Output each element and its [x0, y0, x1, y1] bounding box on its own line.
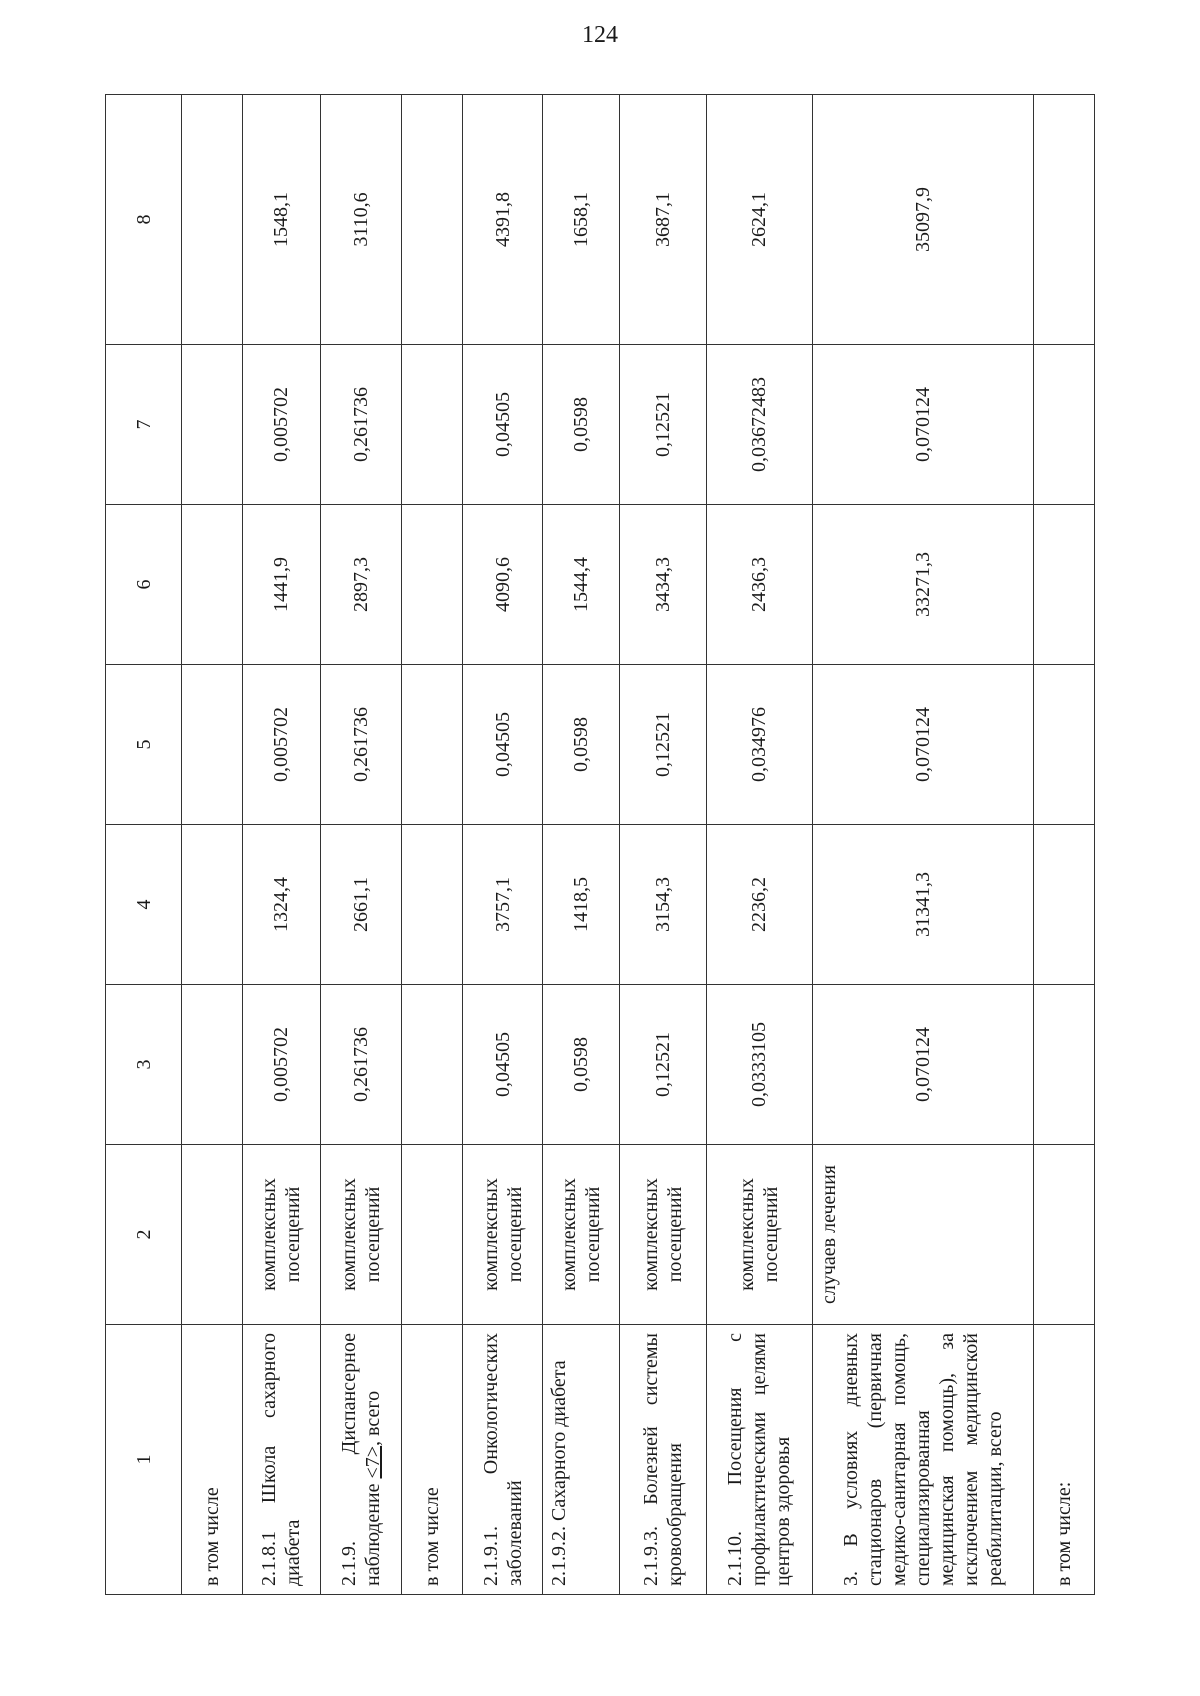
column-header: 7: [106, 345, 182, 505]
cell-value: [182, 985, 243, 1145]
row-unit: [1034, 1145, 1095, 1325]
cell-value: 1441,9: [243, 505, 320, 665]
cell-value: 0,12521: [620, 985, 706, 1145]
tariff-table: [105, 94, 1095, 1595]
column-header: 2: [106, 1145, 182, 1325]
cell-value: 1548,1: [243, 95, 320, 345]
cell-value: 2897,3: [320, 505, 402, 665]
cell-value: [1034, 825, 1095, 985]
column-header: 4: [106, 825, 182, 985]
cell-value: 0,12521: [620, 665, 706, 825]
row-name: 2.1.9.3. Болезней системы кровообращения: [620, 1325, 706, 1595]
cell-value: 0,070124: [812, 345, 1033, 505]
table-row: [812, 95, 1033, 1595]
cell-value: 1324,4: [243, 825, 320, 985]
cell-value: [1034, 985, 1095, 1145]
cell-value: [402, 985, 463, 1145]
row-unit: комплексных посещений: [463, 1145, 543, 1325]
cell-value: 1418,5: [542, 825, 619, 985]
cell-value: [1034, 345, 1095, 505]
row-unit: комплексных посещений: [706, 1145, 812, 1325]
cell-value: 0,005702: [243, 985, 320, 1145]
cell-value: 0,12521: [620, 345, 706, 505]
cell-value: 0,0598: [542, 985, 619, 1145]
cell-value: 31341,3: [812, 825, 1033, 985]
cell-value: 3110,6: [320, 95, 402, 345]
row-unit: комплексных посещений: [542, 1145, 619, 1325]
cell-value: [1034, 505, 1095, 665]
cell-value: 0,04505: [463, 985, 543, 1145]
cell-value: 0,261736: [320, 665, 402, 825]
row-name: 2.1.9.2. Сахарного диабета: [542, 1325, 619, 1595]
cell-value: [402, 825, 463, 985]
column-header: 1: [106, 1325, 182, 1595]
cell-value: [182, 505, 243, 665]
cell-value: [402, 345, 463, 505]
cell-value: 0,04505: [463, 665, 543, 825]
cell-value: [402, 505, 463, 665]
cell-value: 2624,1: [706, 95, 812, 345]
cell-value: 0,0598: [542, 345, 619, 505]
cell-value: 1658,1: [542, 95, 619, 345]
cell-value: 4391,8: [463, 95, 543, 345]
table-row: [1034, 95, 1095, 1595]
column-header: 6: [106, 505, 182, 665]
cell-value: [402, 95, 463, 345]
cell-value: 0,005702: [243, 345, 320, 505]
cell-value: 0,005702: [243, 665, 320, 825]
table-row: [620, 95, 706, 1595]
row-name: 2.1.9.1. Онкологических заболеваний: [463, 1325, 543, 1595]
cell-value: [182, 825, 243, 985]
cell-value: 2436,3: [706, 505, 812, 665]
table-row: [320, 95, 402, 1595]
cell-value: 0,0333105: [706, 985, 812, 1145]
cell-value: 33271,3: [812, 505, 1033, 665]
header-row: [106, 95, 182, 1595]
row-unit: [182, 1145, 243, 1325]
cell-value: 2661,1: [320, 825, 402, 985]
row-name: 2.1.8.1 Школа сахарного диабета: [243, 1325, 320, 1595]
cell-value: 0,261736: [320, 345, 402, 505]
cell-value: [182, 665, 243, 825]
cell-value: 0,070124: [812, 665, 1033, 825]
cell-value: 0,04505: [463, 345, 543, 505]
cell-value: 3434,3: [620, 505, 706, 665]
page-number: 124: [582, 22, 618, 48]
cell-value: [1034, 95, 1095, 345]
table-row: [182, 95, 243, 1595]
cell-value: 1544,4: [542, 505, 619, 665]
table-row: [463, 95, 543, 1595]
cell-value: 0,03672483: [706, 345, 812, 505]
row-unit: комплексных посещений: [243, 1145, 320, 1325]
column-header: 3: [106, 985, 182, 1145]
table-row: [706, 95, 812, 1595]
row-name: в том числе: [182, 1325, 243, 1595]
cell-value: [182, 345, 243, 505]
cell-value: 0,261736: [320, 985, 402, 1145]
cell-value: [402, 665, 463, 825]
cell-value: 2236,2: [706, 825, 812, 985]
table-row: [542, 95, 619, 1595]
cell-value: 4090,6: [463, 505, 543, 665]
row-name: 2.1.10. Посещения с профилактическими целями центров здоровья: [706, 1325, 812, 1595]
table-row: [243, 95, 320, 1595]
row-unit: случаев лечения: [812, 1145, 1033, 1325]
row-name: 3. В условиях дневных стационаров (первичная медико-санитарная помощь, специализированная медицинская помощь), за исключением медицинской реабилитации, всего: [812, 1325, 1033, 1595]
cell-value: 0,0598: [542, 665, 619, 825]
cell-value: 3154,3: [620, 825, 706, 985]
table-container: [105, 95, 1095, 1595]
table-row: [402, 95, 463, 1595]
row-unit: [402, 1145, 463, 1325]
row-unit: комплексных посещений: [320, 1145, 402, 1325]
cell-value: 3687,1: [620, 95, 706, 345]
row-unit: комплексных посещений: [620, 1145, 706, 1325]
cell-value: 0,070124: [812, 985, 1033, 1145]
cell-value: 3757,1: [463, 825, 543, 985]
cell-value: 35097,9: [812, 95, 1033, 345]
cell-value: [1034, 665, 1095, 825]
row-name: в том числе: [402, 1325, 463, 1595]
row-name: в том числе:: [1034, 1325, 1095, 1595]
footnote-link[interactable]: <7>: [362, 1445, 385, 1479]
row-name: 2.1.9. Диспансерное наблюдение <7>, всего: [320, 1325, 402, 1595]
column-header: 5: [106, 665, 182, 825]
cell-value: [182, 95, 243, 345]
cell-value: 0,034976: [706, 665, 812, 825]
column-header: 8: [106, 95, 182, 345]
